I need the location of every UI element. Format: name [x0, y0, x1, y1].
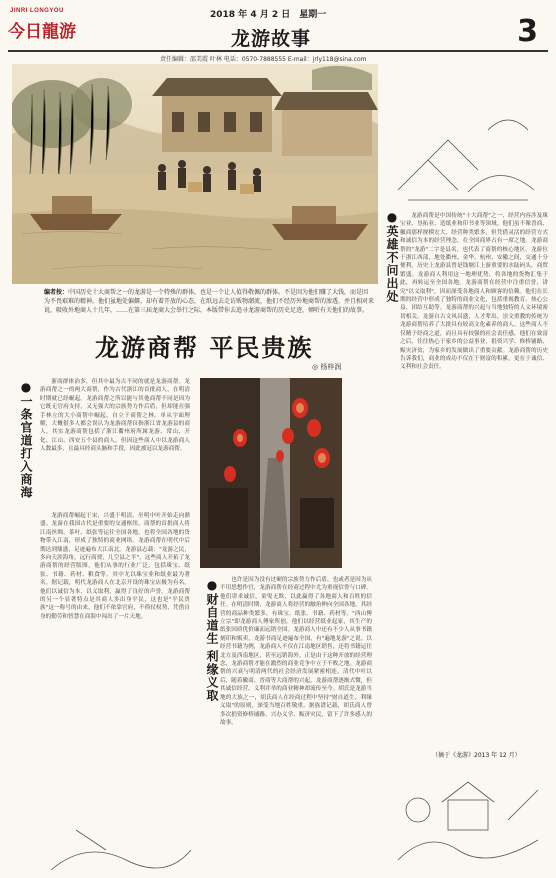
section-title: 龙游故事: [231, 28, 312, 50]
ink-sketch-top: [388, 100, 544, 204]
section-heading-3-dot: ●: [205, 578, 219, 593]
newspaper-logo: 今日龍游: [8, 22, 76, 42]
page-number: 3: [517, 14, 538, 49]
editors-note: [44, 288, 374, 315]
left-column-bottom-text: 龙游商帮崛起于宋，兴盛于明清，至明中叶开始走向鼎盛。龙游在我国古代是重要的交通枢纽，商帮的首批商人将江南丝绸、茶叶、纸张等运往全国各地，也将全国各地的货物带入江南，形成了独特的商业网络。龙游商帮在明代中后期达到鼎盛，足迹遍布大江南北。龙游县志载："龙游之民，多向天涯海角，远行商贾，几空县之半"。这些商人开拓了龙游商帮的经营版图，他们从事的行业广泛，包括珠宝、纸张、书籍、药材、粮食等，其中尤以珠宝业和纸业最为著名。据记载，明代龙游商人在北京开设的珠宝店极为有名。他们以诚信为本，以义取利，赢得了良好的声誉。龙游商帮的另一个显著特点是其商人多出身平民，这也是"平民贵族"这一称号的由来。他们不依靠官府，不倚仗权势，凭借自身的勤劳和智慧在商海中闯出了一片天地。: [40, 513, 190, 620]
middle-column-text: 也许是因为没有过硬的宗族势力作后盾，也或者是因为从不用思想作官，龙游商帮在经商过程中尤为重视信誉与口碑。他们讲求诚信，童叟无欺，以此赢得了各地商人和百姓的信任。在明清时期，龙游商人将经营的触角伸向全国各地，其经营的商品种类繁多，有珠宝、纸张、书籍、药材等。"西山傅立宗"即龙游商人傅家所创，他们以经营纸业起家，其生产的纸张因质优价廉而远销全国。龙游商人中还有不少人从事书籍刻印和贩卖，龙游书商足迹遍布全国，有"遍地龙游"之说。以经营书籍为例，龙游商人不仅在江南地区销售，还将书籍运往北方及西南地区，甚至远销海外。正是由于这种开放的经营理念，龙游商帮才能在激烈的商业竞争中立于不败之地。龙游商帮的兴衰与明清两代的社会经济发展紧密相连。清代中叶以后，随着徽商、晋商等大商帮的兴起，龙游商帮逐渐式微，但其诚信经营、义利并举的商业精神却流传至今。胡氏是龙游当地的大族之一，胡氏商人在经商过程中坚持"财自道生，利缘义取"的原则，深受当地百姓敬重。据族谱记载，胡氏商人曾多次捐资修桥铺路、兴办义学、赈济灾民，留下了许多感人的故事。: [220, 577, 372, 726]
article-headline: 龙游商帮 平民贵族: [95, 333, 314, 362]
issue-date: 2018 年 4 月 2 日 星期一: [210, 10, 327, 20]
section-heading-3-text: 财自道生 利缘义取: [205, 593, 219, 703]
left-column-bottom: [40, 512, 190, 816]
right-column: [400, 212, 548, 702]
left-column-top-text: 浙商群体治多，但其中最为古不同的就是龙游商帮。龙游商帮之一的两大商帮，作为古代浙江的首批商人，在明清时期就已经崛起。龙游商帮之所以能与其他商帮不同是因为它既无官府支持，又无强大的宗族势力作后盾，但却能在强手林立的大小商帮中崛起，自立于商帮之林。单从字面理解，大概很多人都会误认为龙游商帮仅指浙江省龙游县的商人，其实龙游商帮包括了浙江衢州府所属龙游、常山、开化、江山、西安五个县的商人，但因这些商人中以龙游商人人数最多，且最具经商头脑和手段，因此被冠以龙游商帮。: [40, 379, 190, 453]
right-column-text: 龙游商帮是中国传统"十大商帮"之一，经营内容涉及珠宝业、垦拓业、造纸业和印书业等领域。他们虽不像晋商、徽商那样规模宏大、经营种类繁多，但凭借灵活的经营方式和诚信为本的经营理念，在全国商界占有一席之地。龙游商帮的"龙游"二字是县名，也代表了商帮的核心地区。龙游位于浙江西部，地处衢州、金华、杭州、安徽之间，交通十分便利。历史上龙游县曾是钱塘江上游重要的水陆码头，商贸繁盛。龙游商人利用这一地理优势，将各地的货物汇集于此，再转运至全国各地。龙游商帮在经营中注重信誉，讲究"以义取利"，因而深受各地商人和顾客的信赖。他们在长期的经营中形成了独特的商业文化，包括重视教育、热心公益、团结互助等。龙游商帮的兴起与当地独特的人文环境密切相关。龙游自古文风昌盛，人才辈出，崇文重教的传统为龙游商帮培养了大批具有较高文化素养的商人。这些商人不仅精于经商之道，而且具有较强的社会责任感，他们在致富之后，往往热心于家乡的公益事业，捐资兴学、修桥铺路、赈灾济贫，为家乡的发展做出了重要贡献。龙游商帮的历史告诉我们，商业的成功不仅在于财富的积累，更在于诚信、义利和社会责任。: [400, 213, 548, 371]
ink-sketch-left: [46, 820, 196, 874]
left-column-top: [40, 378, 190, 510]
middle-column: [220, 576, 372, 872]
editors-note-text: 中国历史十大商帮之一的龙游是一个特殊的群体，也是一个让人值得敬佩的群体。不是因为他们赚了大钱，而是因为不畏艰难的精神。他们虽地处偏僻，却有着开放的心态，在纸远去走访贩物潮流，他们不经历外地商帮的渗透，并且相对来说，吸收外地商人十几年，……在第三届龙商大会举行之际，本版带你去追寻龙游商帮的历史足迹，倾听有关他们的故事。: [44, 289, 375, 314]
ink-sketch-bottom: [388, 770, 546, 870]
logo-pinyin: JINRI LONGYOU: [10, 8, 64, 14]
alley-lanterns-photo: [200, 378, 342, 568]
section-heading-1: [18, 380, 35, 499]
editors-note-label: 编者按：: [44, 289, 69, 296]
section-heading-2-dot: ●: [385, 210, 399, 225]
source-note: （摘于《龙游》2013 年 12 月）: [432, 752, 521, 759]
editor-credits: 责任编辑：邵美霞 叶林 电话：0570-7888555 E-mail：jrly118@sina.com: [160, 56, 367, 63]
hero-illustration: [12, 64, 378, 284]
section-heading-3: [204, 578, 221, 702]
section-heading-1-text: 一条官道打入商海: [19, 395, 33, 499]
section-heading-2-text: 英雄不问出处: [385, 225, 399, 303]
section-heading-2: [384, 210, 401, 303]
article-byline: ◎ 杨梓润: [312, 363, 342, 371]
masthead-rule: [8, 50, 548, 52]
section-heading-1-dot: ●: [19, 380, 33, 395]
